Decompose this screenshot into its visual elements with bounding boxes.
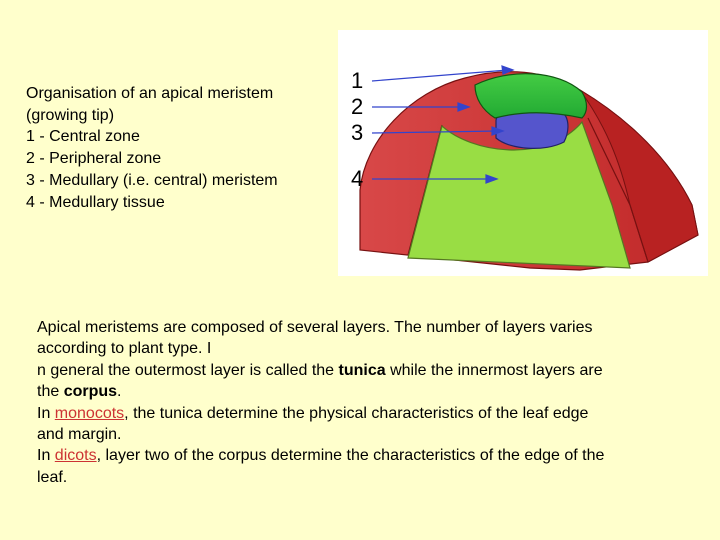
monocots-link[interactable]: monocots [54,404,125,422]
caption-title-line1: Organisation of an apical meristem [26,85,274,102]
label-2: 2 [351,94,364,119]
dicots-link[interactable]: dicots [54,447,97,465]
meristem-diagram-svg [330,30,708,276]
body-line-4 [37,381,687,402]
body-line-7 [37,445,687,466]
caption-item-4: 4 - Medullary tissue [26,193,165,211]
caption-item-2: 2 - Peripheral zone [26,150,162,168]
meristem-diagram [330,30,708,276]
body-line-5-pre: In [37,404,55,422]
caption-item-1: 1 - Central zone [26,128,140,146]
body-line-8: leaf. [37,468,68,486]
figure-caption [26,83,326,213]
body-text [37,317,687,488]
figure-edge-strip [330,30,338,276]
caption-item-3: 3 - Medullary (i.e. central) meristem [26,171,278,189]
label-3: 3 [351,120,364,145]
body-line-4-post: . [117,383,122,401]
body-line-3-pre: n general the outermost layer is called the [37,361,339,379]
body-line-5 [37,403,687,424]
body-line-6: and margin. [37,426,122,444]
body-line-7-post: , layer two of the corpus determine the characteristics of the edge of the [96,447,605,465]
body-line-4-pre: the [37,383,64,401]
body-line-3-mid: while the innermost layers are [385,361,603,379]
body-line-3 [37,360,687,381]
corpus-term: corpus [63,383,118,401]
body-line-2: according to plant type. I [37,340,212,358]
label-1: 1 [351,68,364,93]
caption-title-line2: (growing tip) [26,106,115,124]
body-line-5-post: , the tunica determine the physical characteristics of the leaf edge [124,404,589,422]
body-line-7-pre: In [37,447,55,465]
body-line-1: Apical meristems are composed of several layers. The number of layers varies [37,319,593,336]
central-zone-shape [475,74,587,118]
label-4: 4 [351,166,364,191]
tunica-term: tunica [338,361,386,379]
